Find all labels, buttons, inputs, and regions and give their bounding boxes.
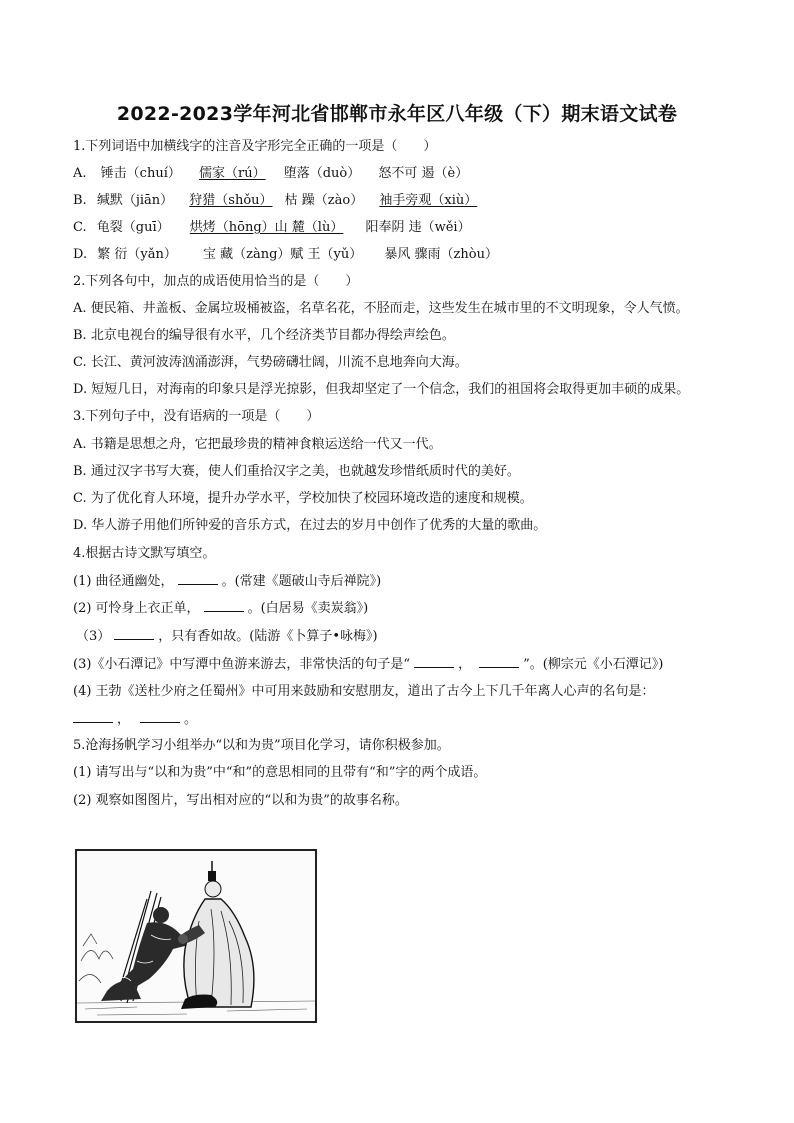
q4-stem: 4.根据古诗文默写填空。 bbox=[73, 546, 216, 561]
q4-item-1: (1) 曲径通幽处， 。(常建《题破山寺后禅院》) bbox=[73, 574, 382, 589]
q4-item-3: （3） ，只有香如故。(陆游《卜算子•咏梅》) bbox=[76, 629, 378, 644]
answer-blank[interactable] bbox=[178, 572, 218, 585]
q4-item-4: (3)《小石潭记》中写潭中鱼游来游去，非常快活的句子是“ ， ”。(柳宗元《小石潭记》) bbox=[73, 657, 664, 672]
q1-b-item-3: 枯 躁（zào） bbox=[284, 193, 364, 208]
q1-b-item-1: 缄默（jiān） bbox=[96, 193, 174, 208]
q3-option-b: B. 通过汉字书写大赛，使人们重拾汉字之美，也就越发珍惜纸质时代的美好。 bbox=[73, 464, 520, 479]
q4-item-5-blanks: ， 。 bbox=[73, 710, 197, 729]
q1-b-item-4: 袖手旁观（xiù） bbox=[379, 193, 478, 208]
q1-c-item-1: 龟裂（guī） bbox=[96, 220, 170, 235]
q1-a-item-3: 堕落（duò） bbox=[283, 166, 361, 181]
page-title: 2022-2023学年河北省邯郸市永年区八年级（下）期末语文试卷 bbox=[116, 103, 678, 125]
q1-a-item-1: 锤击（chuí） bbox=[100, 166, 181, 181]
q3-option-d: D. 华人游子用他们所钟爱的音乐方式，在过去的岁月中创作了优秀的大量的歌曲。 bbox=[73, 518, 547, 533]
q1-option-b: B. 缄默（jiān） 狩猎（shǒu） 枯 躁（zào） 袖手旁观（xiù） bbox=[73, 193, 478, 208]
q4-item-2: (2) 可怜身上衣正单， 。(白居易《卖炭翁》) bbox=[73, 601, 369, 616]
answer-blank[interactable] bbox=[204, 599, 244, 612]
q2-option-b: B. 北京电视台的编导很有水平，几个经济类节目都办得绘声绘色。 bbox=[73, 328, 455, 343]
q1-d-item-2: 宝 藏（zàng）赋 王（yǔ） bbox=[202, 247, 363, 262]
q3-option-c: C. 为了优化育人环境，提升办学水平，学校加快了校园环境改造的速度和规模。 bbox=[73, 491, 533, 506]
q4-item-5: (4) 王勃《送杜少府之任蜀州》中可用来鼓励和安慰朋友，道出了古今上下几千年离人心声的名句是： bbox=[73, 684, 655, 699]
q2-option-c: C. 长江、黄河波涛汹涌澎湃，气势磅礴壮阔，川流不息地奔向大海。 bbox=[73, 355, 468, 370]
q5-stem: 5.沧海扬帆学习小组举办“以和为贵”项目化学习，请你积极参加。 bbox=[73, 738, 450, 753]
q1-option-c: C. 龟裂（guī） 烘烤（hōng）山 麓（lù） 阳奉阴 违（wěi） bbox=[73, 220, 471, 235]
q1-a-item-4: 怒不可 遏（è） bbox=[378, 166, 469, 181]
q1-option-d: D. 繁 衍（yǎn） 宝 藏（zàng）赋 王（yǔ） 暴风 骤雨（zhòu） bbox=[73, 247, 498, 262]
q2-stem: 2.下列各句中，加点的成语使用恰当的是（ ） bbox=[73, 274, 359, 289]
q1-option-a: A. 锤击（chuí） 儒家（rú） 堕落（duò） 怒不可 遏（è） bbox=[73, 166, 469, 181]
answer-blank[interactable] bbox=[479, 655, 519, 668]
q5-part-2: (2) 观察如图图片，写出相对应的“以和为贵”的故事名称。 bbox=[73, 793, 408, 808]
q3-stem: 3.下列句子中，没有语病的一项是（ ） bbox=[73, 409, 320, 424]
q1-d-item-1: 繁 衍（yǎn） bbox=[97, 247, 177, 262]
q1-c-item-2: 烘烤（hōng）山 麓（lù） bbox=[189, 220, 344, 235]
story-illustration-drawing bbox=[77, 851, 315, 1021]
q2-option-a: A. 便民箱、井盖板、金属垃圾桶被盗，名草名花，不胫而走，这些发生在城市里的不文明现象，令人气愤。 bbox=[73, 301, 689, 316]
q1-c-item-3: 阳奉阴 违（wěi） bbox=[365, 220, 471, 235]
answer-blank[interactable] bbox=[414, 655, 454, 668]
story-illustration bbox=[75, 849, 317, 1023]
answer-blank[interactable] bbox=[140, 710, 180, 723]
q3-option-a: A. 书籍是思想之舟，它把最珍贵的精神食粮运送给一代又一代。 bbox=[73, 437, 442, 452]
q2-option-d: D. 短短几日，对海南的印象只是浮光掠影，但我却坚定了一个信念，我们的祖国将会取得更加丰硕的成果。 bbox=[73, 382, 690, 397]
q1-b-item-2: 狩猎（shǒu） bbox=[189, 193, 273, 208]
q1-a-item-2: 儒家（rú） bbox=[199, 166, 266, 181]
q1-stem: 1.下列词语中加横线字的注音及字形完全正确的一项是（ ） bbox=[73, 139, 437, 154]
answer-blank[interactable] bbox=[73, 710, 113, 723]
answer-blank[interactable] bbox=[114, 627, 154, 640]
q1-d-item-3: 暴风 骤雨（zhòu） bbox=[384, 247, 498, 262]
q5-part-1: (1) 请写出与“以和为贵”中“和”的意思相同的且带有“和”字的两个成语。 bbox=[73, 765, 487, 780]
